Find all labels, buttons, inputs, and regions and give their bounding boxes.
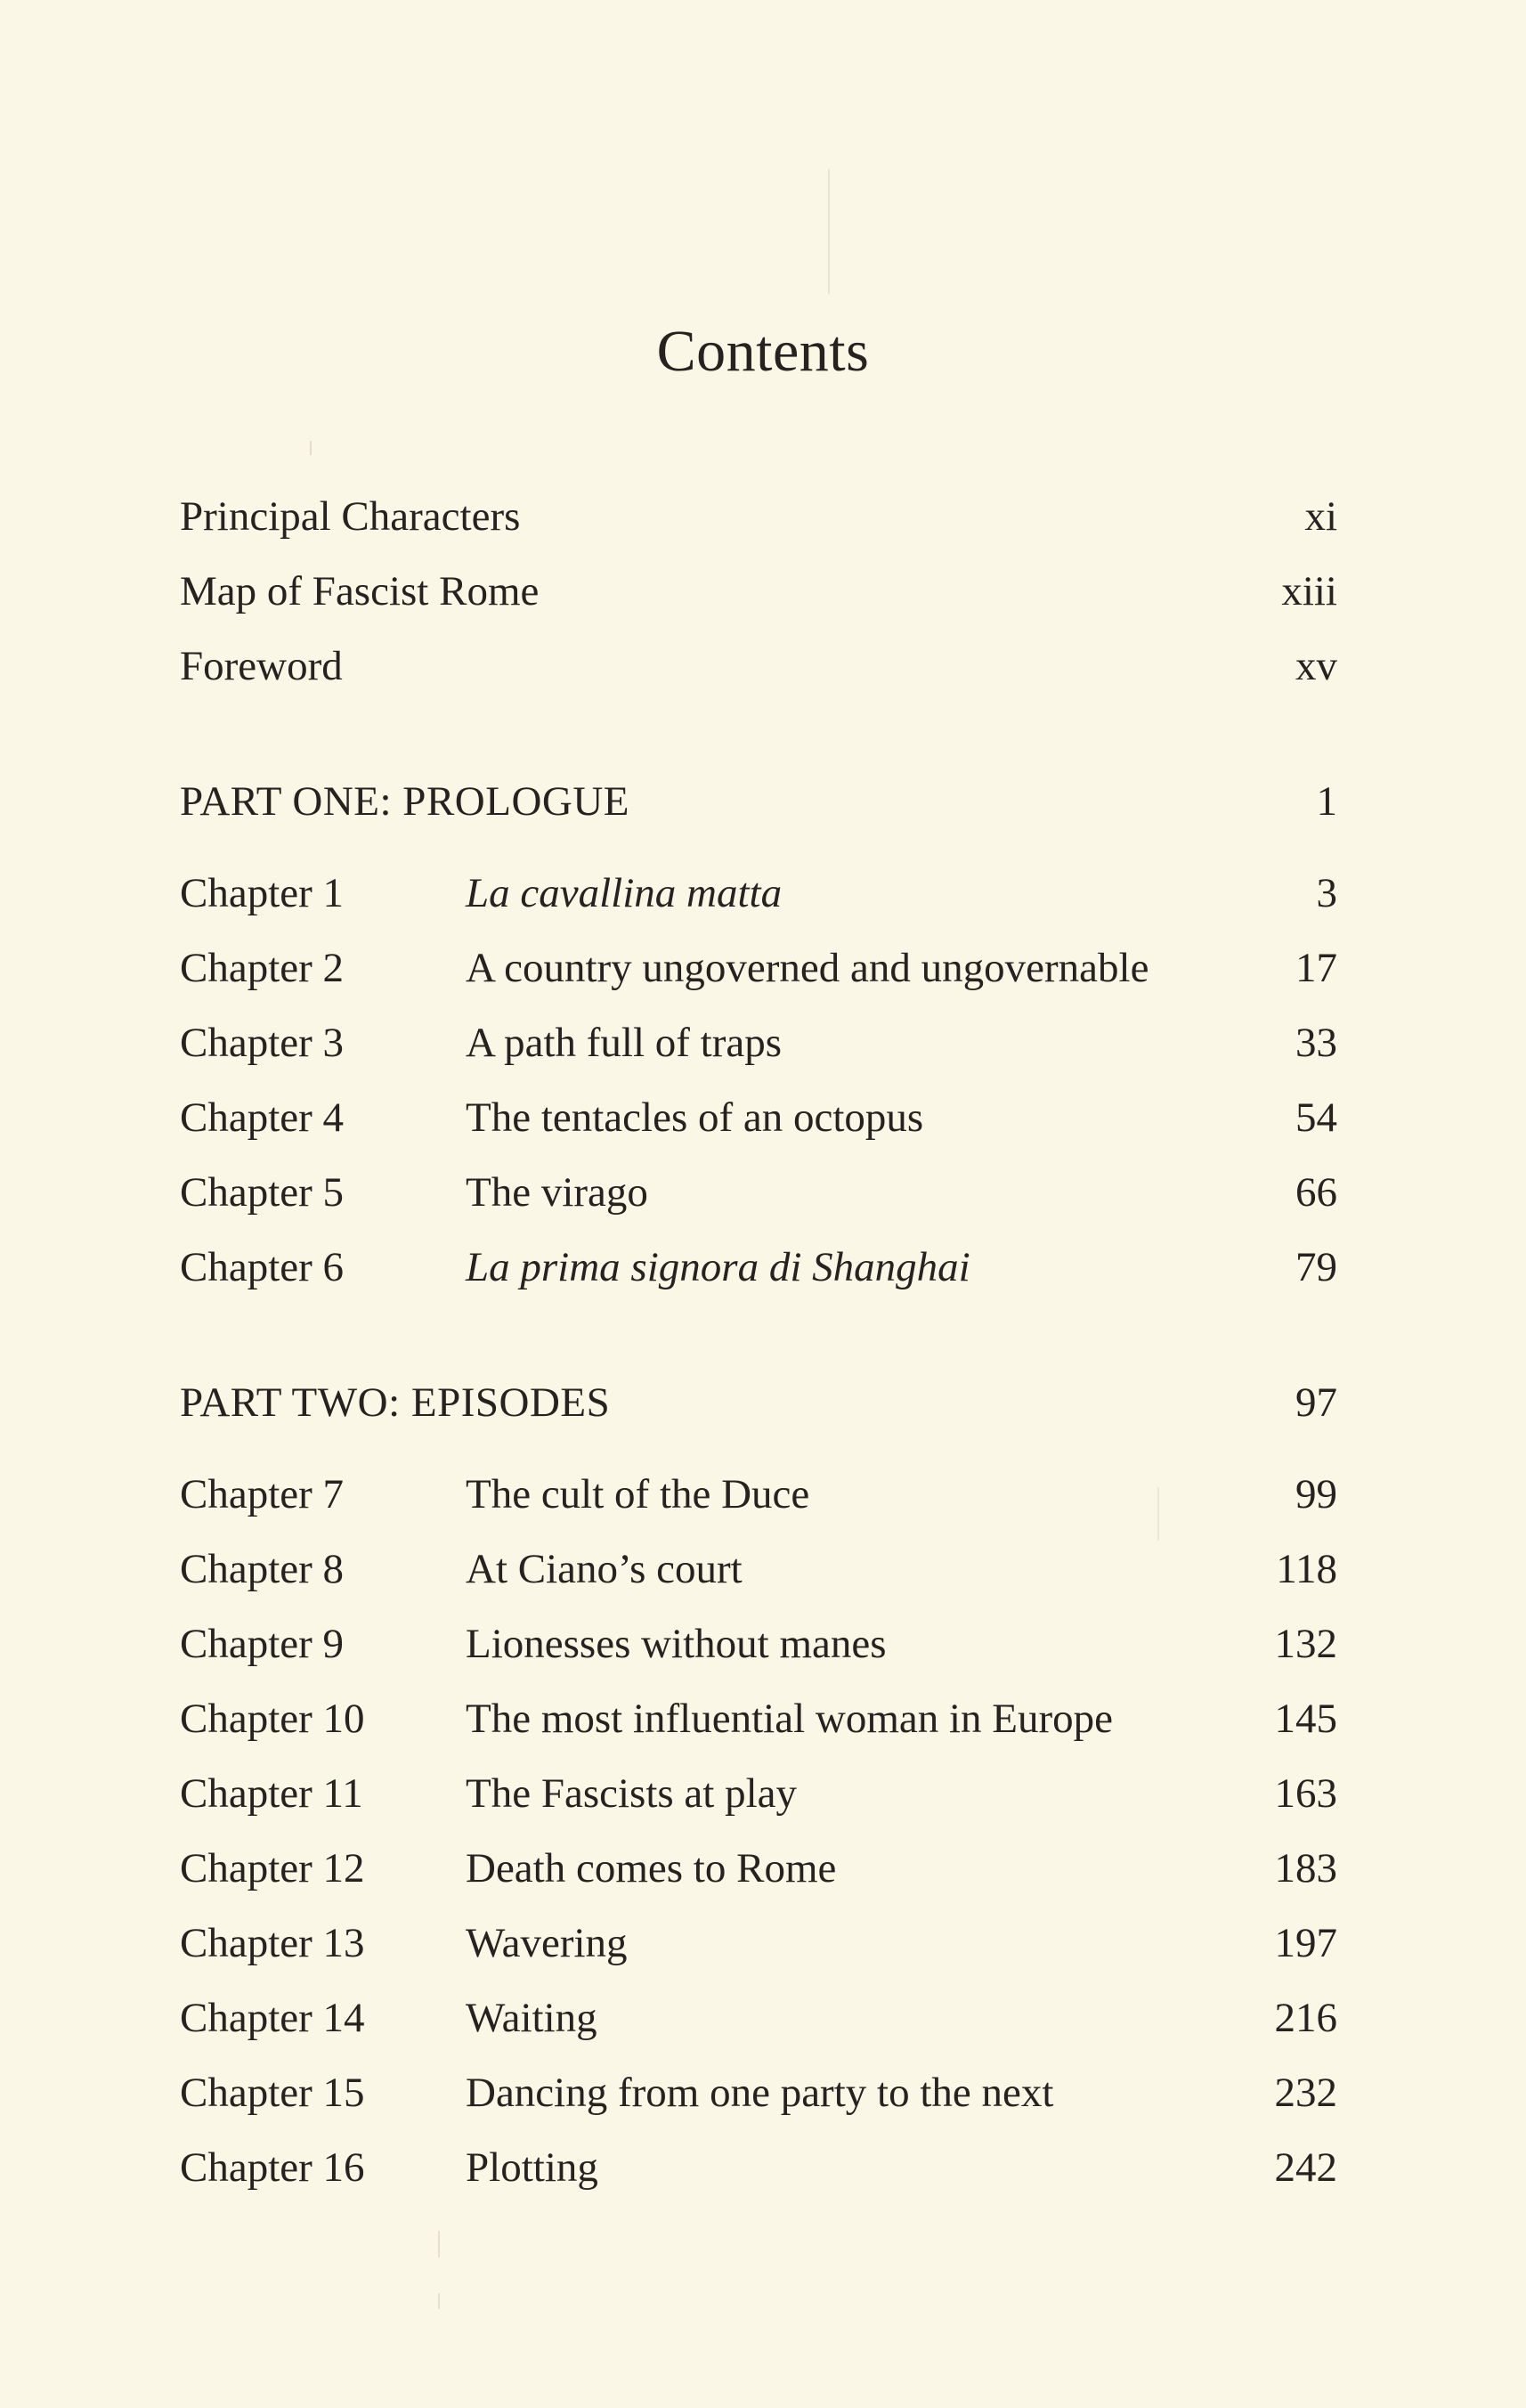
chapter-entry[interactable]	[180, 2055, 1337, 2130]
page-number: 145	[1274, 1696, 1337, 1742]
chapter-label: Chapter 7	[180, 1471, 345, 1517]
chapter-entry[interactable]	[180, 1532, 1337, 1607]
chapter-label: Chapter 9	[180, 1621, 345, 1667]
toc-entry[interactable]	[180, 629, 1337, 704]
chapter-entry[interactable]	[180, 1155, 1337, 1230]
part-heading[interactable]	[180, 1365, 1337, 1440]
scan-mark	[438, 2231, 440, 2258]
page-number: 3	[1316, 870, 1337, 916]
page-number: 97	[1295, 1379, 1337, 1426]
chapter-label: Chapter 5	[180, 1169, 345, 1216]
page-number: 66	[1295, 1169, 1337, 1216]
chapter-label: Chapter 11	[180, 1770, 363, 1817]
part-title: PART TWO: EPISODES	[180, 1379, 611, 1426]
entry-label: Foreword	[180, 643, 343, 689]
chapter-label: Chapter 16	[180, 2144, 365, 2191]
chapter-title: A country ungoverned and ungovernable	[466, 945, 1149, 991]
page-number: 197	[1274, 1920, 1337, 1966]
chapter-title: Waiting	[466, 1995, 597, 2041]
chapter-title: The most influential woman in Europe	[466, 1696, 1114, 1742]
scan-mark	[310, 441, 312, 455]
chapter-entry[interactable]	[180, 931, 1337, 1005]
chapter-title: La prima signora di Shanghai	[466, 1244, 970, 1290]
chapter-title: The cult of the Duce	[466, 1471, 810, 1517]
page-number: 132	[1274, 1621, 1337, 1667]
page-number: 242	[1274, 2144, 1337, 2191]
chapter-entry[interactable]	[180, 1906, 1337, 1981]
chapter-label: Chapter 3	[180, 1020, 345, 1066]
chapter-title: Dancing from one party to the next	[466, 2070, 1054, 2116]
chapter-label: Chapter 4	[180, 1094, 345, 1141]
chapter-title: The tentacles of an octopus	[466, 1094, 924, 1141]
scan-mark	[438, 2293, 440, 2309]
chapter-title: Lionesses without manes	[466, 1621, 887, 1667]
chapter-title: A path full of traps	[466, 1020, 783, 1066]
chapter-title: Plotting	[466, 2144, 598, 2191]
chapter-entry[interactable]	[180, 1607, 1337, 1681]
page-number: 183	[1274, 1845, 1337, 1891]
chapter-entry[interactable]	[180, 1756, 1337, 1831]
page-number: 118	[1276, 1546, 1337, 1592]
chapter-title: Wavering	[466, 1920, 628, 1966]
chapter-label: Chapter 8	[180, 1546, 345, 1592]
chapter-title: The virago	[466, 1169, 648, 1216]
page-number: 99	[1295, 1471, 1337, 1517]
entry-label: Map of Fascist Rome	[180, 568, 540, 614]
chapter-label: Chapter 12	[180, 1845, 365, 1891]
page-number: 232	[1274, 2070, 1337, 2116]
chapter-entry[interactable]	[180, 1831, 1337, 1906]
page-number: xiii	[1281, 568, 1337, 614]
scan-mark	[828, 169, 830, 294]
page-number: xv	[1295, 643, 1337, 689]
chapter-entry[interactable]	[180, 1230, 1337, 1305]
chapter-label: Chapter 14	[180, 1995, 365, 2041]
chapter-entry[interactable]	[180, 1681, 1337, 1756]
toc-entry[interactable]	[180, 554, 1337, 629]
chapter-entry[interactable]	[180, 2130, 1337, 2205]
chapter-entry[interactable]	[180, 1005, 1337, 1080]
page-number: 1	[1316, 778, 1337, 825]
page-number: 54	[1295, 1094, 1337, 1141]
chapter-entry[interactable]	[180, 1080, 1337, 1155]
chapter-label: Chapter 10	[180, 1696, 365, 1742]
chapter-entry[interactable]	[180, 1981, 1337, 2055]
entry-label: Principal Characters	[180, 493, 521, 540]
chapter-title: La cavallina matta	[466, 870, 783, 916]
page-title: Contents	[656, 319, 870, 384]
page-number: 33	[1295, 1020, 1337, 1066]
chapter-label: Chapter 1	[180, 870, 345, 916]
chapter-title: At Ciano’s court	[466, 1546, 743, 1592]
chapter-label: Chapter 13	[180, 1920, 365, 1966]
chapter-entry[interactable]	[180, 856, 1337, 931]
chapter-title: Death comes to Rome	[466, 1845, 837, 1891]
page-number: xi	[1304, 493, 1337, 540]
toc-entry[interactable]	[180, 479, 1337, 554]
part-title: PART ONE: PROLOGUE	[180, 778, 629, 825]
part-heading[interactable]	[180, 764, 1337, 839]
chapter-label: Chapter 15	[180, 2070, 365, 2116]
page-number: 216	[1274, 1995, 1337, 2041]
chapter-entry[interactable]	[180, 1457, 1337, 1532]
page-number: 163	[1274, 1770, 1337, 1817]
page-number: 17	[1295, 945, 1337, 991]
chapter-label: Chapter 2	[180, 945, 345, 991]
chapter-title: The Fascists at play	[466, 1770, 798, 1817]
chapter-label: Chapter 6	[180, 1244, 345, 1290]
page-number: 79	[1295, 1244, 1337, 1290]
